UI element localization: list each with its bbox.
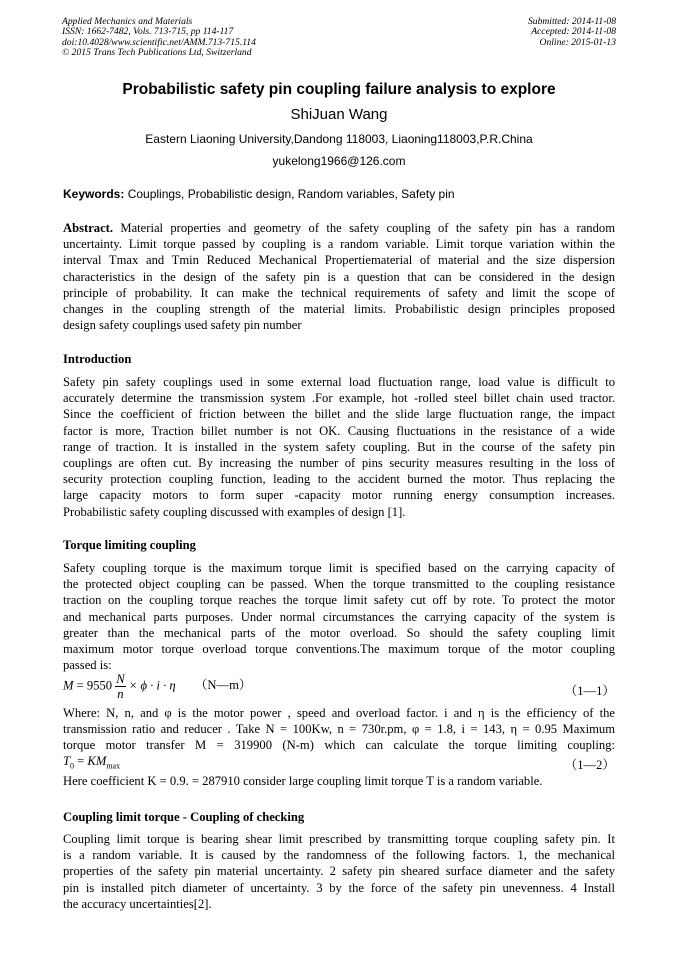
introduction-line: large capacity motors to form super -capacity motor running energy consumption increases. [63,488,615,503]
journal-copyright: © 2015 Trans Tech Publications Ltd, Switzerland [62,47,252,59]
eq1-number: （1—1） [564,684,615,698]
eq2-rhs-sub: max [106,761,121,771]
torque-line: maximum motor torque overload torque conventions.The maximum torque of the motor coupling [63,641,615,656]
abstract-line: design safety couplings used safety pin number [63,318,302,333]
introduction-line: accurately determine the transmission system .For example, hot -rolled steel billet chain used tractor. [63,391,615,406]
where-line: torque motor transfer M = 319900 (N-m) which can calculate the torque limiting coupling: [63,738,615,753]
accepted-date: Accepted: 2014-11-08 [531,26,616,38]
torque-line: the protected object coupling can be passed. When the torque transmitted to the coupling resistance [63,577,615,592]
torque-final [63,773,615,789]
introduction-body [63,374,615,520]
coupling-line: pin is installed pitch diameter of uncertainty. 3 by the force of the safety pin unevenness. 4 Install [63,880,615,895]
coupling-body [63,831,615,912]
abstract [63,220,615,333]
eq1-fraction [115,672,125,701]
abstract-line: changes in the coupling strength of the material limits. Probabilistic design principles proposed [63,301,615,316]
author-name: ShiJuan Wang [290,106,388,123]
introduction-line: Safety pin safety couplings used in some external load fluctuation range, load value is difficult to [63,375,615,389]
introduction-line: factor is more, Traction billet number is not OK. Causing fluctuations in the resistance of a wide [63,423,615,438]
eq1-rest: × ϕ · i · η [128,678,176,693]
journal-name: Applied Mechanics and Materials [62,16,193,27]
torque-line: Safety coupling torque is the maximum torque limit is specified based on the carrying capacity of [63,561,615,575]
introduction-line: Since the coefficient of friction between the billet and the slide large fluctuation range, the impact [63,407,615,422]
introduction-line: Probabilistic safety coupling discussed with examples of design [1]. [63,504,406,519]
equation-1-2 [63,754,615,771]
keywords-label: Keywords: [63,187,125,201]
coupling-line: Coupling limit torque is bearing shear limit prescribed by transmitting torque coupling safety pin. It [63,832,615,846]
introduction-line: couplings are often cut. By increasing the number of pins security measures resulting in the loss of [63,455,615,470]
keywords-text: Couplings, Probabilistic design, Random variables, Safety pin [124,187,455,201]
eq1-unit: （N—m） [194,678,252,693]
eq2-lhs: T [63,754,71,768]
introduction-line: security protection coupling function, leading to the accident burned the motor. Thus replacing the [63,472,615,487]
eq1-lhs: M [63,678,74,693]
author-affiliation: Eastern Liaoning University,Dandong 118003, Liaoning118003,P.R.China [145,132,533,146]
paper-title: Probabilistic safety pin coupling failure analysis to explore [122,81,556,98]
coupling-line: the accuracy uncertainties[2]. [63,896,212,911]
eq2-lhs-sub: 0 [70,761,75,771]
eq1-denominator: n [117,687,124,701]
submission-dates [528,17,616,48]
eq2-rhs: KM [87,754,107,768]
introduction-line: range of traction. It is installed in the system safety coupling. But in the course of the safety pin [63,439,615,454]
torque-line: traction on the coupling torque reaches the torque limit safety cut off by rote. To protect the motor [63,593,615,608]
where-line: transmission ratio and reducer . Take N = 100Kw, n = 730r.pm, φ = 1.8, i = 143, η = 0.95 Maximum [63,722,615,737]
coupling-line: properties of the safety pin material uncertainty. 2 safety pin sheared surface diameter and the safety [63,864,615,879]
torque-body [63,560,615,673]
abstract-label: Abstract. [63,221,114,235]
eq1-equals: = 9550 [73,678,113,693]
eq2-number: （1—2） [564,758,615,772]
eq1-numerator: N [116,672,125,686]
torque-line: and mechanical parts purposes. Under normal circumstances the carrying capacity of the system is [63,609,615,624]
author-email: yukelong1966@126.com [272,154,406,168]
abstract-line: characteristics in the design of the safety pin is a question that can be considered in the design [63,269,615,284]
abstract-line: interval Tmax and Tmin Reduced Mechanical Propertiematerial of material and the size dispersion [63,253,615,268]
journal-doi: doi:10.4028/www.scientific.net/AMM.713-715.114 [62,36,256,48]
online-date: Online: 2015-01-13 [539,36,616,48]
submitted-date: Submitted: 2014-11-08 [527,16,616,27]
coupling-heading: Coupling limit torque - Coupling of checking [63,810,305,824]
torque-line: passed is: [63,658,112,673]
equation-1-1 [63,672,615,701]
where-line: Where: N, n, and φ is the motor power , speed and overload factor. i and η is the efficiency of the [63,706,615,720]
abstract-line: uncertainty. Limit torque passed by coupling is a random variable. Limit torque variation within the [63,237,615,252]
eq2-equals: = [74,754,88,768]
keywords [63,187,455,201]
abstract-line: Abstract. Material properties and geometry of the safety coupling of the safety pin has a random [63,221,615,235]
introduction-heading: Introduction [63,352,132,366]
torque-where [63,705,615,754]
final-line: Here coefficient K = 0.9. = 287910 consider large coupling limit torque T is a random variable. [63,774,543,788]
journal-issn: ISSN: 1662-7482, Vols. 713-715, pp 114-117 [62,26,234,38]
torque-heading: Torque limiting coupling [63,538,196,552]
abstract-line: principle of probability. It can make the technical requirements of safety and limit the scope of [63,285,615,300]
torque-line: greater than the mechanical parts of the motor overload. So should the safety coupling limit [63,625,615,640]
coupling-line: is a random variable. It is caused by the randomness of the following factors. 1, the mechanical [63,848,615,863]
journal-header [62,17,256,59]
